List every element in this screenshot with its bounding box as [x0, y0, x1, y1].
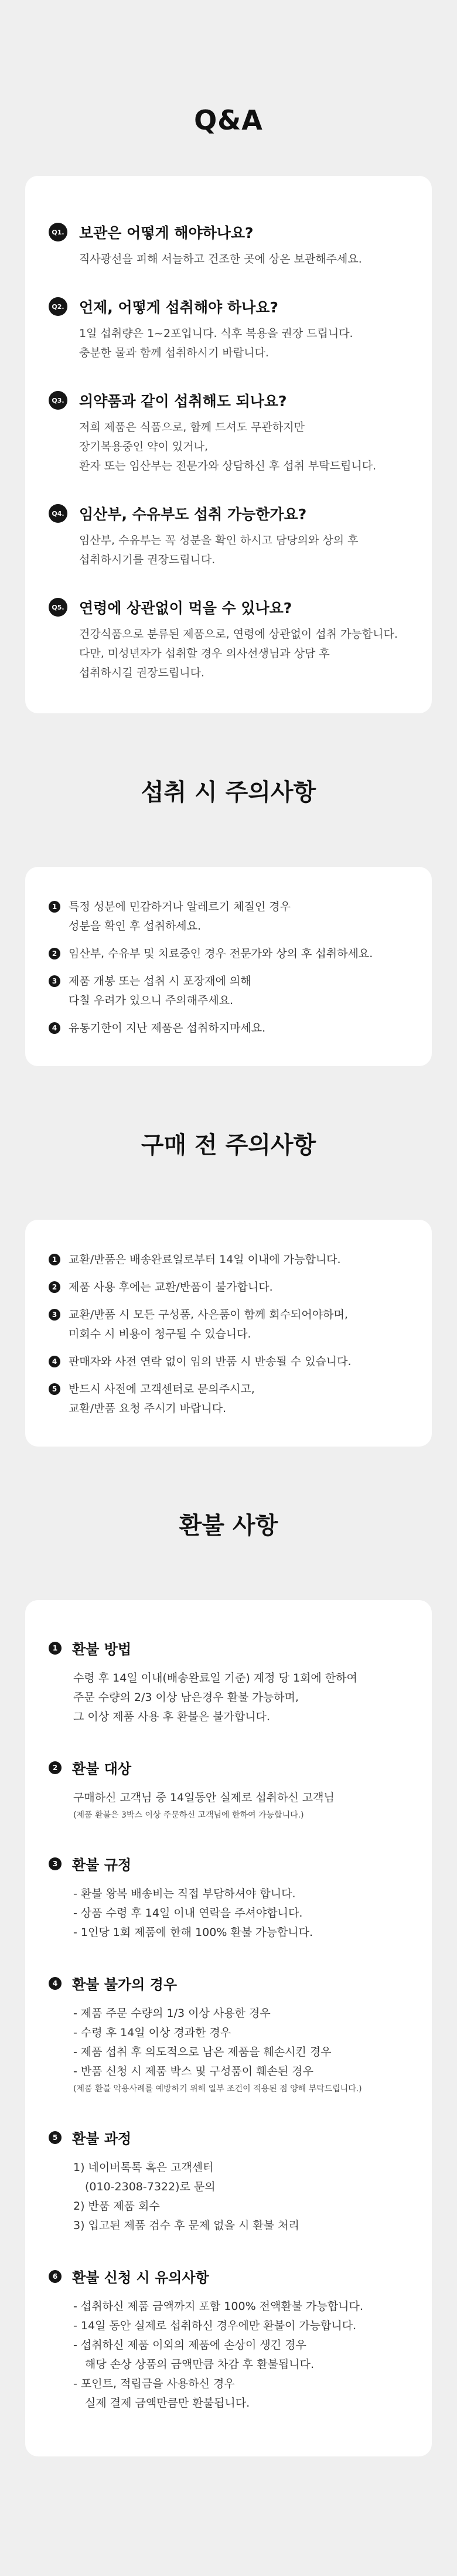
refund-line: 1) 네이버톡톡 혹은 고객센터 [73, 2161, 214, 2174]
refund-note: (제품 환불 악용사례를 예방하기 위해 일부 조건이 적용된 점 양해 부탁드립니다.) [73, 2084, 362, 2094]
refund-line: 2) 반품 제품 회수 [73, 2200, 160, 2213]
refund-item-header [49, 2127, 408, 2148]
refund-line: 주문 수량의 2/3 이상 남은경우 환불 가능하며, [73, 1691, 299, 1704]
answer-text [49, 531, 408, 570]
list-item-text [69, 1305, 348, 1344]
refund-item-title: 환불 과정 [72, 2131, 132, 2147]
number-badge: 6 [49, 2270, 62, 2283]
list-item [49, 1250, 408, 1270]
list-item-text [69, 972, 251, 1010]
list-line: 반드시 사전에 고객센터로 문의주시고, [69, 1383, 255, 1396]
refund-line: - 수령 후 14일 이상 경과한 경우 [73, 2026, 231, 2039]
number-badge: 3 [49, 975, 60, 987]
question-text: 의약품과 같이 섭취해도 되나요? [79, 393, 287, 410]
refund-card [25, 1600, 432, 2456]
number-badge: 2 [49, 1761, 62, 1774]
refund-item-title: 환불 대상 [72, 1761, 132, 1777]
purchase-caution-card [25, 1220, 432, 1447]
qa-item [49, 503, 408, 570]
answer-line: 충분한 물과 함께 섭취하시기 바랍니다. [79, 346, 269, 359]
number-badge: 1 [49, 1254, 60, 1265]
number-badge: 5 [49, 2131, 62, 2144]
number-badge: 3 [49, 1309, 60, 1321]
list-line: 판매자와 사전 연락 없이 임의 반품 시 반송될 수 있습니다. [69, 1355, 352, 1368]
list-item-text [69, 944, 373, 964]
refund-line: 구매하신 고객님 중 14일동안 실제로 섭취하신 고객님 [73, 1791, 335, 1804]
answer-line: 임산부, 수유부는 꼭 성분을 확인 하시고 담당의와 상의 후 [79, 534, 359, 547]
refund-line: - 반품 신청 시 제품 박스 및 구성품이 훼손된 경우 [73, 2065, 313, 2078]
refund-item [49, 1853, 408, 1942]
qa-card [25, 176, 432, 713]
list-item-text [69, 1352, 352, 1372]
question-text: 임산부, 수유부도 섭취 가능한가요? [79, 506, 307, 523]
refund-item [49, 2266, 408, 2413]
refund-line: 수령 후 14일 이내(배송완료일 기준) 계정 당 1회에 한하여 [73, 1672, 357, 1685]
qa-title: Q&A [194, 104, 263, 136]
refund-item-body [49, 2158, 408, 2235]
qa-question-row [49, 503, 408, 524]
answer-line: 환자 또는 임산부는 전문가와 상담하신 후 섭취 부탁드립니다. [79, 460, 377, 472]
refund-item-title: 환불 불가의 경우 [72, 1976, 177, 1993]
list-line: 제품 사용 후에는 교환/반품이 불가합니다. [69, 1281, 273, 1294]
answer-text [49, 625, 408, 683]
refund-title: 환불 사항 [179, 1512, 278, 1539]
refund-item-header [49, 2266, 408, 2286]
question-number-badge: Q4. [49, 504, 67, 523]
list-item-text [69, 1019, 265, 1038]
list-item-text [69, 1250, 341, 1270]
qa-question-row [49, 296, 408, 317]
refund-line: - 환불 왕복 배송비는 직접 부담하셔야 합니다. [73, 1887, 296, 1900]
refund-item [49, 1638, 408, 1727]
intake-caution-title: 섭취 시 주의사항 [141, 778, 316, 806]
qa-item [49, 222, 408, 269]
list-line: 다칠 우려가 있으니 주의해주세요. [69, 994, 234, 1007]
answer-line: 다만, 미성년자가 섭취할 경우 의사선생님과 상담 후 [79, 647, 330, 660]
refund-item-title: 환불 신청 시 유의사항 [72, 2269, 209, 2286]
list-item [49, 897, 408, 936]
list-line: 유통기한이 지난 제품은 섭취하지마세요. [69, 1022, 266, 1035]
refund-item-title: 환불 규정 [72, 1857, 132, 1873]
list-line: 교환/반품은 배송완료일로부터 14일 이내에 가능합니다. [69, 1253, 341, 1266]
refund-item [49, 2127, 408, 2235]
list-item [49, 972, 408, 1010]
refund-line: - 섭취하신 제품 금액까지 포함 100% 전액환불 가능합니다. [73, 2300, 363, 2313]
refund-line: - 포인트, 적립금을 사용하신 경우 [73, 2377, 235, 2390]
list-line: 교환/반품 시 모든 구성품, 사은품이 함께 회수되어야하며, [69, 1308, 348, 1321]
number-badge: 4 [49, 1977, 62, 1990]
number-badge: 2 [49, 1281, 60, 1293]
list-item [49, 1380, 408, 1418]
refund-item-body [49, 2297, 408, 2413]
refund-line: - 1인당 1회 제품에 한해 100% 환불 가능합니다. [73, 1926, 313, 1939]
qa-item [49, 597, 408, 683]
answer-line: 건강식품으로 분류된 제품으로, 연령에 상관없이 섭취 가능합니다. [79, 628, 398, 641]
qa-question-row [49, 222, 408, 243]
refund-item-title: 환불 방법 [72, 1641, 132, 1658]
refund-item-header [49, 1757, 408, 1778]
refund-line: - 14일 동안 실제로 섭취하신 경우에만 환불이 가능합니다. [73, 2319, 357, 2332]
refund-item-header [49, 1973, 408, 1993]
question-text: 언제, 어떻게 섭취해야 하나요? [79, 299, 278, 316]
question-number-badge: Q1. [49, 223, 67, 241]
question-text: 연령에 상관없이 먹을 수 있나요? [79, 600, 292, 617]
answer-line: 저희 제품은 식품으로, 함께 드셔도 무관하지만 [79, 421, 305, 434]
refund-item-body [49, 1884, 408, 1942]
refund-note: (제품 환불은 3박스 이상 주문하신 고객님에 한하여 가능합니다.) [73, 1811, 304, 1820]
answer-line: 직사광선을 피해 서늘하고 건조한 곳에 상온 보관해주세요. [79, 253, 362, 266]
answer-line: 1일 섭취량은 1~2포입니다. 식후 복용을 권장 드립니다. [79, 327, 353, 340]
answer-text [49, 324, 408, 363]
question-text: 보관은 어떻게 해야하나요? [79, 224, 254, 241]
refund-item-body [49, 1669, 408, 1727]
list-line: 성분을 확인 후 섭취하세요. [69, 920, 202, 933]
intake-caution-card [25, 867, 432, 1066]
qa-item [49, 390, 408, 476]
answer-line: 섭취하시길 권장드립니다. [79, 666, 204, 679]
refund-line: 실제 결제 금액만큼만 환불됩니다. [85, 2397, 250, 2410]
number-badge: 3 [49, 1857, 62, 1870]
refund-line: - 제품 주문 수량의 1/3 이상 사용한 경우 [73, 2007, 271, 2020]
purchase-caution-title: 구매 전 주의사항 [141, 1131, 316, 1159]
list-item [49, 1019, 408, 1038]
answer-line: 섭취하시기를 권장드립니다. [79, 553, 216, 566]
list-line: 제품 개봉 또는 섭취 시 포장재에 의해 [69, 975, 251, 988]
answer-line: 장기복용중인 약이 있거나, [79, 440, 209, 453]
refund-item-body [49, 1788, 408, 1823]
number-badge: 4 [49, 1022, 60, 1034]
list-item [49, 1352, 408, 1372]
list-item-text [69, 1278, 273, 1297]
list-item [49, 944, 408, 964]
number-badge: 1 [49, 1642, 62, 1655]
list-line: 특정 성분에 민감하거나 알레르기 체질인 경우 [69, 900, 291, 913]
list-line: 미회수 시 비용이 청구될 수 있습니다. [69, 1328, 251, 1340]
question-number-badge: Q5. [49, 598, 67, 617]
refund-line: 그 이상 제품 사용 후 환불은 불가합니다. [73, 1710, 270, 1723]
list-item-text [69, 1380, 255, 1418]
refund-item [49, 1757, 408, 1823]
list-item-text [69, 897, 291, 936]
refund-line: 3) 입고된 제품 검수 후 문제 없을 시 환불 처리 [73, 2219, 299, 2232]
qa-item [49, 296, 408, 363]
refund-line: - 섭취하신 제품 이외의 제품에 손상이 생긴 경우 [73, 2339, 306, 2352]
qa-question-row [49, 597, 408, 618]
refund-item-header [49, 1853, 408, 1874]
list-line: 임산부, 수유부 및 치료중인 경우 전문가와 상의 후 섭취하세요. [69, 947, 373, 960]
answer-text [49, 250, 408, 269]
refund-line: 해당 손상 상품의 금액만큼 차감 후 환불됩니다. [85, 2358, 315, 2371]
answer-text [49, 418, 408, 476]
number-badge: 2 [49, 948, 60, 959]
refund-item [49, 1973, 408, 2097]
qa-question-row [49, 390, 408, 411]
list-item [49, 1278, 408, 1297]
refund-item-header [49, 1638, 408, 1658]
refund-line: - 상품 수령 후 14일 이내 연락을 주셔야합니다. [73, 1907, 303, 1920]
number-badge: 5 [49, 1383, 60, 1395]
refund-line: (010-2308-7322)로 문의 [85, 2180, 216, 2193]
refund-item-body [49, 2004, 408, 2097]
question-number-badge: Q2. [49, 297, 67, 316]
list-item [49, 1305, 408, 1344]
list-line: 교환/반품 요청 주시기 바랍니다. [69, 1402, 227, 1415]
number-badge: 4 [49, 1356, 60, 1367]
question-number-badge: Q3. [49, 391, 67, 410]
refund-line: - 제품 섭취 후 의도적으로 남은 제품을 훼손시킨 경우 [73, 2046, 332, 2058]
number-badge: 1 [49, 901, 60, 913]
